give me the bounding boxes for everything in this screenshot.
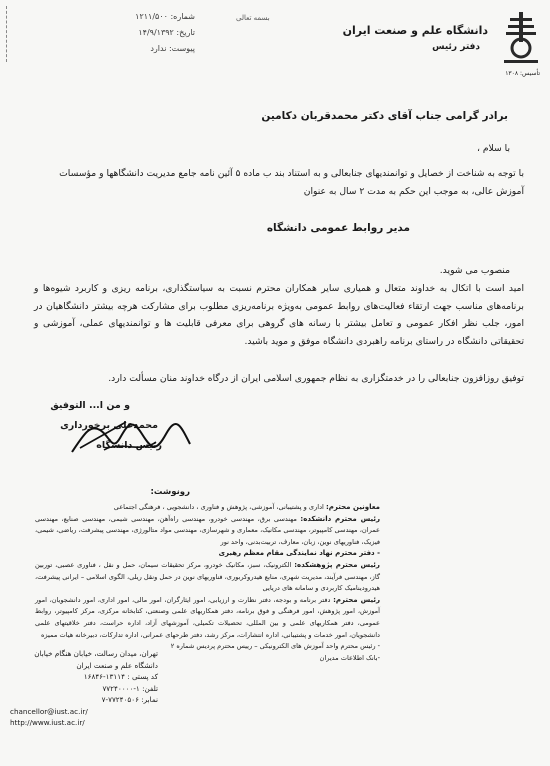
contact-info: [10, 648, 158, 729]
letter-date: تاریخ: ۱۴/۹/۱۳۹۲: [138, 28, 195, 37]
main-paragraph: امید است با اتکال به خداوند متعال و همیاری سایر همکاران محترم نسبت به سیاستگذاری، برنامه ریزی و کاربرد شیوه‌ها و برنامه‌های مناسب جهت ارتقاء فعالیت‌های روابط عمومی به‌ویژه برنامه‌ریزی مطلوب برای مشارکت هرچه بیشتر دانشگاهیان در امور، جلب نظر افکار عمومی و تعامل بیشتر با رسانه های گروهی برای معرفی قابلیت ها و توانمندیهای عملی، آموزشی و تحقیقاتی دانشگاه در راستای برنامه راهبردی دانشگاه موفق و موید باشید.: [34, 283, 524, 347]
list-item: -بانک اطلاعات مدیران: [319, 653, 380, 662]
signer-title: رئیس دانشگاه: [96, 440, 162, 451]
appointment-text: منصوب می شوید.: [439, 265, 510, 276]
email-link[interactable]: chancellor@iust.ac.ir/: [10, 706, 88, 716]
stamp-label: بسمه تعالی: [236, 14, 270, 22]
position-title: مدیر روابط عمومی دانشگاه: [266, 222, 410, 234]
phone: تلفن: ۱-۷۷۲۴۰۰۰۰: [102, 683, 158, 693]
letter-attachment: پیوست: ندارد: [150, 44, 195, 53]
signer-name: محمدعلی برخورداری: [60, 420, 158, 431]
list-item: معاونین محترم: اداری و پشتیبانی، آموزشی، پژوهش و فناوری ، دانشجویی ، فرهنگی اجتماعی: [113, 503, 380, 511]
founded-date: تأسیس: ۱۳۰۸: [505, 70, 540, 77]
letter-meta: [6, 6, 199, 62]
signature-image: [60, 404, 200, 464]
addressee: برادر گرامی جناب آقای دکتر محمدقربان دکامین: [261, 110, 508, 122]
address: تهران، میدان رسالت، خیابان هنگام خیابان دانشگاه علم و صنعت ایران: [34, 649, 158, 670]
postal-code: کد پستی : ۱۳۱۱۴-۱۶۸۴۶: [83, 672, 158, 681]
thanks-paragraph: توفیق روزافزون جنابعالی را در خدمتگزاری به نظام جمهوری اسلامی ایران از درگاه خداوند منان مسألت دارد.: [108, 373, 524, 384]
list-item: - رئیس محترم واحد آموزش های الکترونیکی – رییس محترم پردیس شماره ۲: [170, 642, 380, 651]
intro-paragraph: با توجه به شناخت از خصایل و توانمندیهای جنابعالی و به استناد بند ب ماده ۵ آئین نامه جامع مدیریت دانشگاهها و مؤسسات آموزش عالی، به موجب این حکم به مدت ۲ سال به عنوان: [59, 168, 524, 197]
university-name: دانشگاه علم و صنعت ایران: [342, 24, 488, 37]
website-link[interactable]: http://www.iust.ac.ir/: [10, 718, 85, 727]
greeting: با سلام ،: [476, 143, 510, 154]
list-item: رئیس محترم پژوهشکده: الکترونیک، سبز، مکانیک خودرو، مرکز تحقیقات سیمان، حمل و نقل ، فناوری عصبی، توربین گاز، مهندسی فرآیند، مدیریت شهری، منابع هیدروکربوری، فناوریهای نوین در حمل ونقل ریلی، الگوی اسلامی – ایرانی پیشرفت، هیدرودینامیک کاربردی و سامانه های دریایی: [35, 560, 380, 593]
copies-title: رونوشت:: [150, 487, 190, 497]
copies-list: [35, 502, 380, 664]
closing: و من ا... التوفیق: [50, 400, 130, 411]
office-name: دفتر رئیس: [432, 42, 480, 52]
fax: نمابر: ۷۷۲۴۰۵۰۶-۷: [101, 695, 158, 704]
list-item: رئیس محترم دانشکده: مهندسی برق، مهندسی خودرو، مهندسی راه‌آهن، مهندسی شیمی، مهندسی صنایع، مهندسی عمران، مهندسی کامپیوتر، مهندسی مکانیک، معماری و شهرسازی، مهندسی مواد متالورژی، مهندسی پیشرفت، ریاضی، شیمی، فیزیک، فناوریهای نوین، زبان، معارف، تربیت‌بدنی، واحد نور: [35, 514, 381, 546]
university-logo-icon: [500, 8, 542, 70]
letter-number: شماره: ۱۲۱۱/۵۰۰: [135, 12, 195, 21]
list-item: - دفتر محترم نهاد نمایندگی مقام معظم رهبری: [218, 549, 380, 558]
list-item: رئیس محترم: دفتر برنامه و بودجه، دفتر نظارت و ارزیابی، امور ایثارگران، امور مالی، امور اداری، امور دانشجویان، امور آموزش، امور پژوهش، امور فرهنگی و فوق برنامه، دفتر همکاریهای علمی وصنعتی، کتابخانه مرکزی، مرکز کامپیوتر، روابط عمومی، دفتر همکاریهای علمی و بین المللی، تحصیلات تکمیلی، آموزشهای آزاد، اداره حراست، دفتر خلاقیتهای علمی دانشجویان، امور خدمات و پشتیبانی، اداره انتشارات، مرکز رشد، دفتر طرحهای عمرانی، اداره تدارکات، دبیرخانه هیات ممیزه: [35, 595, 380, 639]
